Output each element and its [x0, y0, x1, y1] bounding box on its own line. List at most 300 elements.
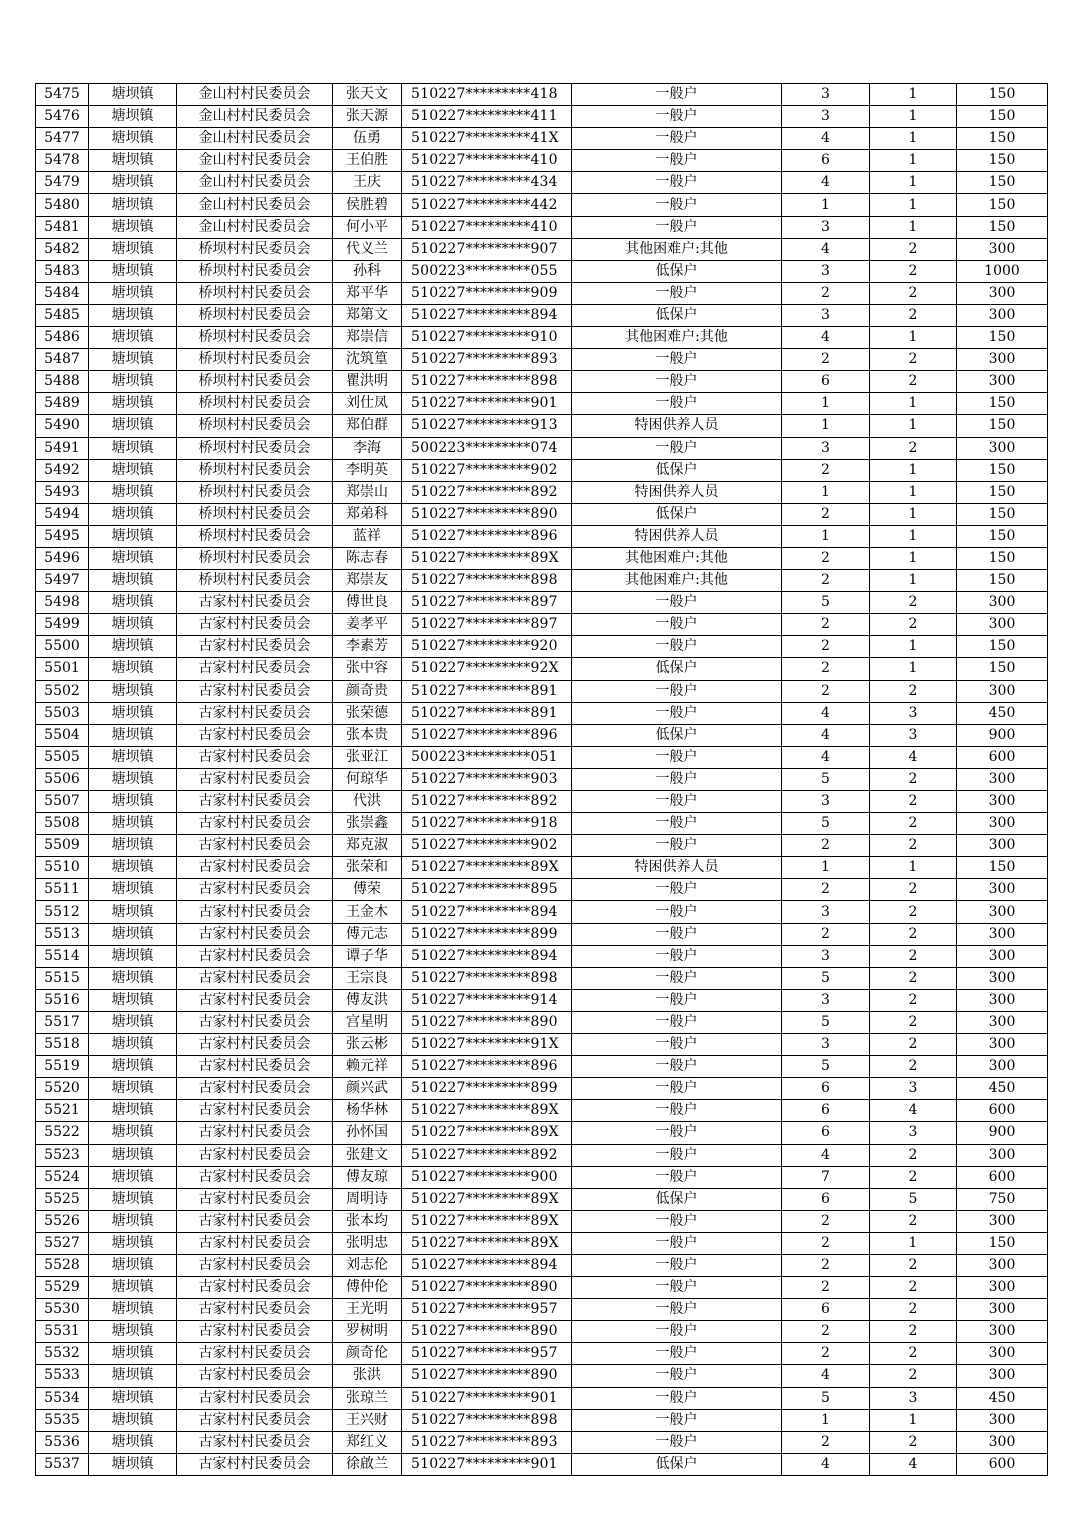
id-number-cell: 510227*********918: [402, 813, 572, 835]
table-row: [36, 636, 1048, 658]
id-number-cell: 510227*********890: [402, 1321, 572, 1343]
town-cell: 塘坝镇: [89, 238, 177, 260]
village-committee-cell: 古家村村民委员会: [177, 1387, 333, 1409]
id-number-cell: 510227*********894: [402, 1254, 572, 1276]
count-cell: 4: [870, 1100, 957, 1122]
id-number-cell: 510227*********899: [402, 923, 572, 945]
village-committee-cell: 桥坝村村民委员会: [177, 371, 333, 393]
household-type-cell: 一般户: [572, 1365, 782, 1387]
table-row: [36, 813, 1048, 835]
row-number-cell: 5492: [36, 459, 89, 481]
town-cell: 塘坝镇: [89, 1100, 177, 1122]
row-number-cell: 5535: [36, 1409, 89, 1431]
household-type-cell: 一般户: [572, 1166, 782, 1188]
table-row: [36, 194, 1048, 216]
name-cell: 伍勇: [333, 128, 402, 150]
id-number-cell: 510227*********91X: [402, 1034, 572, 1056]
town-cell: 塘坝镇: [89, 260, 177, 282]
town-cell: 塘坝镇: [89, 128, 177, 150]
count-cell: 5: [870, 1188, 957, 1210]
row-number-cell: 5494: [36, 503, 89, 525]
count-cell: 2: [870, 923, 957, 945]
row-number-cell: 5518: [36, 1034, 89, 1056]
amount-cell: 300: [957, 1365, 1048, 1387]
household-size-cell: 6: [782, 150, 870, 172]
id-number-cell: 510227*********411: [402, 106, 572, 128]
name-cell: 张本均: [333, 1210, 402, 1232]
row-number-cell: 5485: [36, 304, 89, 326]
row-number-cell: 5505: [36, 746, 89, 768]
village-committee-cell: 古家村村民委员会: [177, 680, 333, 702]
count-cell: 2: [870, 437, 957, 459]
town-cell: 塘坝镇: [89, 592, 177, 614]
town-cell: 塘坝镇: [89, 150, 177, 172]
amount-cell: 150: [957, 106, 1048, 128]
row-number-cell: 5501: [36, 658, 89, 680]
count-cell: 2: [870, 1321, 957, 1343]
household-size-cell: 2: [782, 1321, 870, 1343]
name-cell: 郑第文: [333, 304, 402, 326]
name-cell: 李明英: [333, 459, 402, 481]
amount-cell: 300: [957, 1254, 1048, 1276]
household-size-cell: 2: [782, 923, 870, 945]
count-cell: 2: [870, 1343, 957, 1365]
table-row: [36, 349, 1048, 371]
household-type-cell: 一般户: [572, 1343, 782, 1365]
count-cell: 1: [870, 547, 957, 569]
table-row: [36, 282, 1048, 304]
household-type-cell: 一般户: [572, 1144, 782, 1166]
town-cell: 塘坝镇: [89, 1387, 177, 1409]
amount-cell: 300: [957, 791, 1048, 813]
household-type-cell: 一般户: [572, 746, 782, 768]
id-number-cell: 510227*********897: [402, 592, 572, 614]
table-row: [36, 1343, 1048, 1365]
name-cell: 张荣德: [333, 702, 402, 724]
village-committee-cell: 古家村村民委员会: [177, 1034, 333, 1056]
id-number-cell: 510227*********89X: [402, 1100, 572, 1122]
amount-cell: 300: [957, 238, 1048, 260]
village-committee-cell: 古家村村民委员会: [177, 1365, 333, 1387]
village-committee-cell: 古家村村民委员会: [177, 901, 333, 923]
name-cell: 傅友洪: [333, 989, 402, 1011]
table-row: [36, 1011, 1048, 1033]
town-cell: 塘坝镇: [89, 459, 177, 481]
name-cell: 代义兰: [333, 238, 402, 260]
count-cell: 4: [870, 1453, 957, 1475]
name-cell: 陈志春: [333, 547, 402, 569]
town-cell: 塘坝镇: [89, 1056, 177, 1078]
household-size-cell: 2: [782, 1343, 870, 1365]
id-number-cell: 510227*********902: [402, 835, 572, 857]
village-committee-cell: 古家村村民委员会: [177, 636, 333, 658]
amount-cell: 600: [957, 1100, 1048, 1122]
name-cell: 何琼华: [333, 768, 402, 790]
household-type-cell: 低保户: [572, 503, 782, 525]
household-type-cell: 一般户: [572, 680, 782, 702]
row-number-cell: 5524: [36, 1166, 89, 1188]
id-number-cell: 510227*********89X: [402, 547, 572, 569]
id-number-cell: 510227*********914: [402, 989, 572, 1011]
id-number-cell: 510227*********907: [402, 238, 572, 260]
id-number-cell: 510227*********909: [402, 282, 572, 304]
town-cell: 塘坝镇: [89, 879, 177, 901]
id-number-cell: 500223*********051: [402, 746, 572, 768]
count-cell: 2: [870, 1277, 957, 1299]
village-committee-cell: 古家村村民委员会: [177, 614, 333, 636]
table-row: [36, 1188, 1048, 1210]
id-number-cell: 510227*********913: [402, 415, 572, 437]
id-number-cell: 510227*********900: [402, 1166, 572, 1188]
amount-cell: 750: [957, 1188, 1048, 1210]
household-type-cell: 一般户: [572, 1034, 782, 1056]
name-cell: 郑克淑: [333, 835, 402, 857]
count-cell: 2: [870, 967, 957, 989]
row-number-cell: 5498: [36, 592, 89, 614]
household-size-cell: 2: [782, 570, 870, 592]
household-size-cell: 2: [782, 459, 870, 481]
count-cell: 1: [870, 459, 957, 481]
village-committee-cell: 古家村村民委员会: [177, 967, 333, 989]
household-size-cell: 4: [782, 1453, 870, 1475]
household-type-cell: 一般户: [572, 813, 782, 835]
count-cell: 3: [870, 724, 957, 746]
amount-cell: 300: [957, 614, 1048, 636]
count-cell: 2: [870, 945, 957, 967]
town-cell: 塘坝镇: [89, 967, 177, 989]
name-cell: 郑崇友: [333, 570, 402, 592]
town-cell: 塘坝镇: [89, 1365, 177, 1387]
village-committee-cell: 古家村村民委员会: [177, 1299, 333, 1321]
household-size-cell: 1: [782, 393, 870, 415]
town-cell: 塘坝镇: [89, 1431, 177, 1453]
town-cell: 塘坝镇: [89, 857, 177, 879]
table-row: [36, 658, 1048, 680]
id-number-cell: 510227*********898: [402, 1409, 572, 1431]
table-row: [36, 989, 1048, 1011]
amount-cell: 300: [957, 1409, 1048, 1431]
table-row: [36, 791, 1048, 813]
name-cell: 刘仕凤: [333, 393, 402, 415]
id-number-cell: 510227*********902: [402, 459, 572, 481]
amount-cell: 300: [957, 901, 1048, 923]
village-committee-cell: 金山村村民委员会: [177, 216, 333, 238]
village-committee-cell: 桥坝村村民委员会: [177, 260, 333, 282]
amount-cell: 600: [957, 1166, 1048, 1188]
household-size-cell: 4: [782, 1365, 870, 1387]
household-size-cell: 4: [782, 746, 870, 768]
town-cell: 塘坝镇: [89, 437, 177, 459]
count-cell: 2: [870, 768, 957, 790]
town-cell: 塘坝镇: [89, 1343, 177, 1365]
id-number-cell: 510227*********895: [402, 879, 572, 901]
table-row: [36, 84, 1048, 106]
amount-cell: 300: [957, 304, 1048, 326]
subsidy-list-table: [35, 83, 1048, 1476]
row-number-cell: 5532: [36, 1343, 89, 1365]
household-type-cell: 一般户: [572, 1122, 782, 1144]
amount-cell: 300: [957, 371, 1048, 393]
village-committee-cell: 古家村村民委员会: [177, 1188, 333, 1210]
household-type-cell: 一般户: [572, 768, 782, 790]
table-row: [36, 1122, 1048, 1144]
count-cell: 3: [870, 1387, 957, 1409]
id-number-cell: 510227*********892: [402, 791, 572, 813]
town-cell: 塘坝镇: [89, 1210, 177, 1232]
row-number-cell: 5506: [36, 768, 89, 790]
town-cell: 塘坝镇: [89, 768, 177, 790]
household-size-cell: 5: [782, 1387, 870, 1409]
count-cell: 2: [870, 1166, 957, 1188]
amount-cell: 300: [957, 349, 1048, 371]
row-number-cell: 5512: [36, 901, 89, 923]
household-size-cell: 2: [782, 349, 870, 371]
village-committee-cell: 古家村村民委员会: [177, 857, 333, 879]
household-type-cell: 一般户: [572, 150, 782, 172]
row-number-cell: 5522: [36, 1122, 89, 1144]
amount-cell: 450: [957, 1078, 1048, 1100]
village-committee-cell: 古家村村民委员会: [177, 1453, 333, 1475]
amount-cell: 300: [957, 1321, 1048, 1343]
household-type-cell: 一般户: [572, 923, 782, 945]
table-row: [36, 1100, 1048, 1122]
household-type-cell: 一般户: [572, 1210, 782, 1232]
row-number-cell: 5510: [36, 857, 89, 879]
name-cell: 李海: [333, 437, 402, 459]
village-committee-cell: 古家村村民委员会: [177, 989, 333, 1011]
household-size-cell: 1: [782, 481, 870, 503]
household-size-cell: 3: [782, 791, 870, 813]
household-type-cell: 一般户: [572, 1232, 782, 1254]
name-cell: 代洪: [333, 791, 402, 813]
amount-cell: 150: [957, 481, 1048, 503]
table-row: [36, 614, 1048, 636]
count-cell: 1: [870, 503, 957, 525]
table-row: [36, 525, 1048, 547]
count-cell: 1: [870, 570, 957, 592]
table-row: [36, 1056, 1048, 1078]
id-number-cell: 510227*********890: [402, 1365, 572, 1387]
town-cell: 塘坝镇: [89, 547, 177, 569]
table-row: [36, 923, 1048, 945]
id-number-cell: 510227*********903: [402, 768, 572, 790]
village-committee-cell: 金山村村民委员会: [177, 84, 333, 106]
name-cell: 傅元志: [333, 923, 402, 945]
town-cell: 塘坝镇: [89, 1166, 177, 1188]
id-number-cell: 510227*********920: [402, 636, 572, 658]
count-cell: 2: [870, 1365, 957, 1387]
household-size-cell: 4: [782, 702, 870, 724]
household-type-cell: 特困供养人员: [572, 481, 782, 503]
row-number-cell: 5490: [36, 415, 89, 437]
household-type-cell: 一般户: [572, 1078, 782, 1100]
name-cell: 王庆: [333, 172, 402, 194]
count-cell: 1: [870, 327, 957, 349]
name-cell: 张崇鑫: [333, 813, 402, 835]
household-size-cell: 7: [782, 1166, 870, 1188]
household-type-cell: 低保户: [572, 658, 782, 680]
table-row: [36, 1166, 1048, 1188]
town-cell: 塘坝镇: [89, 1078, 177, 1100]
count-cell: 2: [870, 592, 957, 614]
name-cell: 郑平华: [333, 282, 402, 304]
count-cell: 1: [870, 194, 957, 216]
household-type-cell: 一般户: [572, 282, 782, 304]
town-cell: 塘坝镇: [89, 702, 177, 724]
row-number-cell: 5529: [36, 1277, 89, 1299]
table-row: [36, 1078, 1048, 1100]
village-committee-cell: 古家村村民委员会: [177, 1277, 333, 1299]
id-number-cell: 510227*********434: [402, 172, 572, 194]
table-row: [36, 1254, 1048, 1276]
row-number-cell: 5500: [36, 636, 89, 658]
amount-cell: 150: [957, 1232, 1048, 1254]
count-cell: 1: [870, 216, 957, 238]
town-cell: 塘坝镇: [89, 1321, 177, 1343]
village-committee-cell: 桥坝村村民委员会: [177, 327, 333, 349]
amount-cell: 300: [957, 1277, 1048, 1299]
town-cell: 塘坝镇: [89, 636, 177, 658]
household-type-cell: 一般户: [572, 1387, 782, 1409]
town-cell: 塘坝镇: [89, 1232, 177, 1254]
row-number-cell: 5499: [36, 614, 89, 636]
count-cell: 1: [870, 525, 957, 547]
name-cell: 罗树明: [333, 1321, 402, 1343]
household-size-cell: 5: [782, 813, 870, 835]
id-number-cell: 510227*********89X: [402, 857, 572, 879]
name-cell: 杨华林: [333, 1100, 402, 1122]
table-row: [36, 1034, 1048, 1056]
household-size-cell: 2: [782, 1210, 870, 1232]
household-type-cell: 特困供养人员: [572, 857, 782, 879]
amount-cell: 150: [957, 327, 1048, 349]
household-size-cell: 3: [782, 216, 870, 238]
town-cell: 塘坝镇: [89, 194, 177, 216]
household-type-cell: 一般户: [572, 636, 782, 658]
household-size-cell: 2: [782, 503, 870, 525]
name-cell: 沈筑篁: [333, 349, 402, 371]
town-cell: 塘坝镇: [89, 415, 177, 437]
household-type-cell: 一般户: [572, 945, 782, 967]
row-number-cell: 5480: [36, 194, 89, 216]
row-number-cell: 5525: [36, 1188, 89, 1210]
table-row: [36, 746, 1048, 768]
household-type-cell: 一般户: [572, 835, 782, 857]
table-row: [36, 1299, 1048, 1321]
amount-cell: 1000: [957, 260, 1048, 282]
village-committee-cell: 古家村村民委员会: [177, 1321, 333, 1343]
row-number-cell: 5477: [36, 128, 89, 150]
amount-cell: 300: [957, 1299, 1048, 1321]
id-number-cell: 510227*********442: [402, 194, 572, 216]
count-cell: 2: [870, 238, 957, 260]
id-number-cell: 510227*********410: [402, 150, 572, 172]
table-row: [36, 1144, 1048, 1166]
amount-cell: 600: [957, 746, 1048, 768]
name-cell: 王伯胜: [333, 150, 402, 172]
household-type-cell: 一般户: [572, 1277, 782, 1299]
town-cell: 塘坝镇: [89, 282, 177, 304]
id-number-cell: 510227*********894: [402, 901, 572, 923]
household-type-cell: 低保户: [572, 724, 782, 746]
household-type-cell: 一般户: [572, 614, 782, 636]
row-number-cell: 5519: [36, 1056, 89, 1078]
household-type-cell: 一般户: [572, 84, 782, 106]
row-number-cell: 5504: [36, 724, 89, 746]
name-cell: 瞿洪明: [333, 371, 402, 393]
household-type-cell: 一般户: [572, 1321, 782, 1343]
amount-cell: 150: [957, 128, 1048, 150]
household-size-cell: 5: [782, 1056, 870, 1078]
id-number-cell: 510227*********890: [402, 503, 572, 525]
town-cell: 塘坝镇: [89, 304, 177, 326]
name-cell: 张洪: [333, 1365, 402, 1387]
count-cell: 2: [870, 1431, 957, 1453]
row-number-cell: 5523: [36, 1144, 89, 1166]
household-size-cell: 2: [782, 835, 870, 857]
row-number-cell: 5531: [36, 1321, 89, 1343]
id-number-cell: 510227*********89X: [402, 1188, 572, 1210]
amount-cell: 300: [957, 1210, 1048, 1232]
table-row: [36, 680, 1048, 702]
town-cell: 塘坝镇: [89, 1453, 177, 1475]
village-committee-cell: 金山村村民委员会: [177, 128, 333, 150]
table-row: [36, 1453, 1048, 1475]
count-cell: 1: [870, 415, 957, 437]
name-cell: 孙怀国: [333, 1122, 402, 1144]
amount-cell: 300: [957, 813, 1048, 835]
table-row: [36, 547, 1048, 569]
amount-cell: 150: [957, 570, 1048, 592]
household-type-cell: 一般户: [572, 106, 782, 128]
town-cell: 塘坝镇: [89, 1277, 177, 1299]
count-cell: 2: [870, 282, 957, 304]
household-type-cell: 一般户: [572, 1254, 782, 1276]
village-committee-cell: 金山村村民委员会: [177, 194, 333, 216]
household-type-cell: 一般户: [572, 216, 782, 238]
household-size-cell: 4: [782, 172, 870, 194]
count-cell: 2: [870, 371, 957, 393]
household-type-cell: 一般户: [572, 967, 782, 989]
village-committee-cell: 古家村村民委员会: [177, 879, 333, 901]
town-cell: 塘坝镇: [89, 1122, 177, 1144]
count-cell: 1: [870, 150, 957, 172]
name-cell: 王光明: [333, 1299, 402, 1321]
village-committee-cell: 古家村村民委员会: [177, 1078, 333, 1100]
name-cell: 张天文: [333, 84, 402, 106]
row-number-cell: 5511: [36, 879, 89, 901]
count-cell: 1: [870, 857, 957, 879]
count-cell: 1: [870, 658, 957, 680]
id-number-cell: 510227*********898: [402, 371, 572, 393]
amount-cell: 300: [957, 1034, 1048, 1056]
household-size-cell: 1: [782, 525, 870, 547]
row-number-cell: 5528: [36, 1254, 89, 1276]
id-number-cell: 500223*********055: [402, 260, 572, 282]
name-cell: 颜奇贵: [333, 680, 402, 702]
town-cell: 塘坝镇: [89, 989, 177, 1011]
household-type-cell: 一般户: [572, 437, 782, 459]
household-size-cell: 2: [782, 879, 870, 901]
name-cell: 蓝祥: [333, 525, 402, 547]
town-cell: 塘坝镇: [89, 658, 177, 680]
id-number-cell: 510227*********896: [402, 1056, 572, 1078]
town-cell: 塘坝镇: [89, 349, 177, 371]
town-cell: 塘坝镇: [89, 1144, 177, 1166]
name-cell: 何小平: [333, 216, 402, 238]
household-size-cell: 2: [782, 1431, 870, 1453]
count-cell: 1: [870, 481, 957, 503]
